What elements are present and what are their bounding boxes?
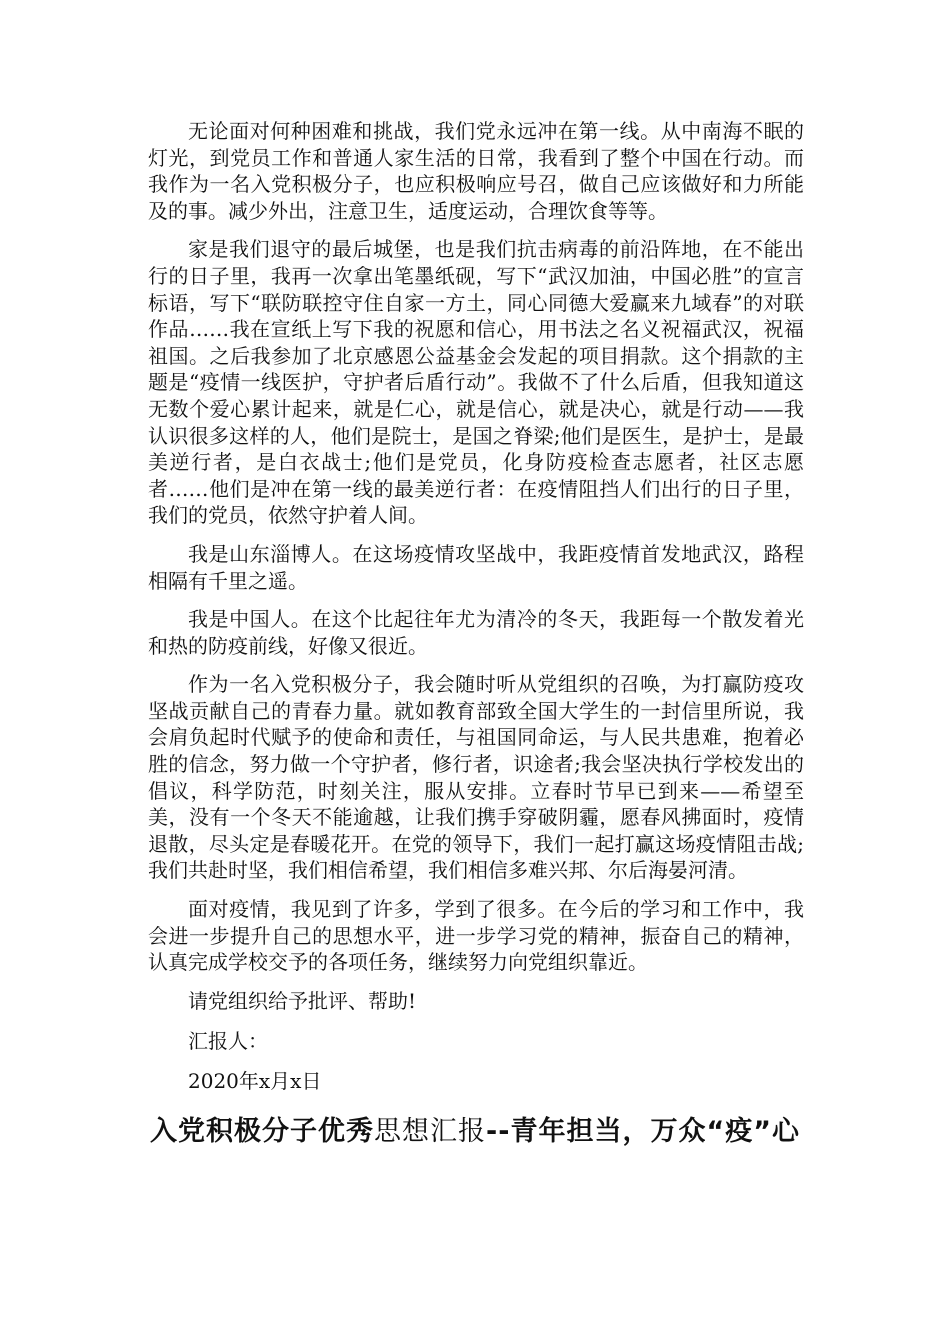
next-article-title bbox=[130, 1106, 820, 1158]
signature-label: 汇报人： bbox=[188, 1028, 268, 1053]
document-body bbox=[148, 118, 804, 1108]
paragraph-2: 家是我们退守的最后城堡，也是我们抗击病毒的前沿阵地，在不能出行的日子里，我再一次拿出笔墨纸砚，写下“武汉加油，中国必胜”的宣言标语，写下“联防联控守住自家一方土，同心同德大爱赢来九域春”的对联作品……我在宣纸上写下我的祝愿和信心，用书法之名义祝福武汉，祝福祖国。之后我参加了北京感恩公益基金会发起的项目捐款。这个捐款的主题是“疫情一线医护，守护者后盾行动”。我做不了什么后盾，但我知道这无数个爱心累计起来，就是仁心，就是信心，就是决心，就是行动——我认识很多这样的人，他们是院士，是国之脊梁;他们是医生，是护士，是最美逆行者，是白衣战士;他们是党员，化身防疫检查志愿者，社区志愿者……他们是冲在第一线的最美逆行者：在疫情阻挡人们出行的日子里，我们的党员，依然守护着人间。 bbox=[148, 237, 804, 528]
title-part-plain: 思想汇报 bbox=[374, 1116, 487, 1147]
closing-request: 请党组织给予批评、帮助! bbox=[188, 988, 417, 1013]
paragraph-1: 无论面对何种困难和挑战，我们党永远冲在第一线。从中南海不眠的灯光，到党员工作和普通人家生活的日常，我看到了整个中国在行动。而我作为一名入党积极分子，也应积极响应号召，做自己应该做好和力所能及的事。减少外出，注意卫生，适度运动，合理饮食等等。 bbox=[148, 119, 804, 223]
paragraph-6: 面对疫情，我见到了许多，学到了很多。在今后的学习和工作中，我会进一步提升自己的思想水平，进一步学习党的精神，振奋自己的精神，认真完成学校交予的各项任务，继续努力向党组织靠近。 bbox=[148, 897, 804, 975]
title-part-bold-1: 入党积极分子优秀 bbox=[150, 1116, 375, 1147]
paragraph-5: 作为一名入党积极分子，我会随时听从党组织的召唤，为打赢防疫攻坚战贡献自己的青春力量。就如教育部致全国大学生的一封信里所说，我会肩负起时代赋予的使命和责任，与祖国同命运，与人民共患难，抱着必胜的信念，努力做一个守护者，修行者，识途者;我会坚决执行学校发出的倡议，科学防范，时刻关注，服从安排。立春时节早已到来——希望至美，没有一个冬天不能逾越，让我们携手穿破阴霾，愿春风拂面时，疫情退散，尽头定是春暖花开。在党的领导下，我们一起打赢这场疫情阻击战;我们共赴时坚，我们相信希望，我们相信多难兴邦、尔后海晏河清。 bbox=[148, 672, 804, 883]
paragraph-3: 我是山东淄博人。在这场疫情攻坚战中，我距疫情首发地武汉，路程相隔有千里之遥。 bbox=[148, 541, 804, 593]
title-part-bold-2: --青年担当，万众“疫”心 bbox=[486, 1116, 800, 1147]
report-date: 2020年x月x日 bbox=[188, 1068, 322, 1093]
paragraph-4: 我是中国人。在这个比起往年尤为清冷的冬天，我距每一个散发着光和热的防疫前线，好像又很近。 bbox=[148, 607, 804, 658]
